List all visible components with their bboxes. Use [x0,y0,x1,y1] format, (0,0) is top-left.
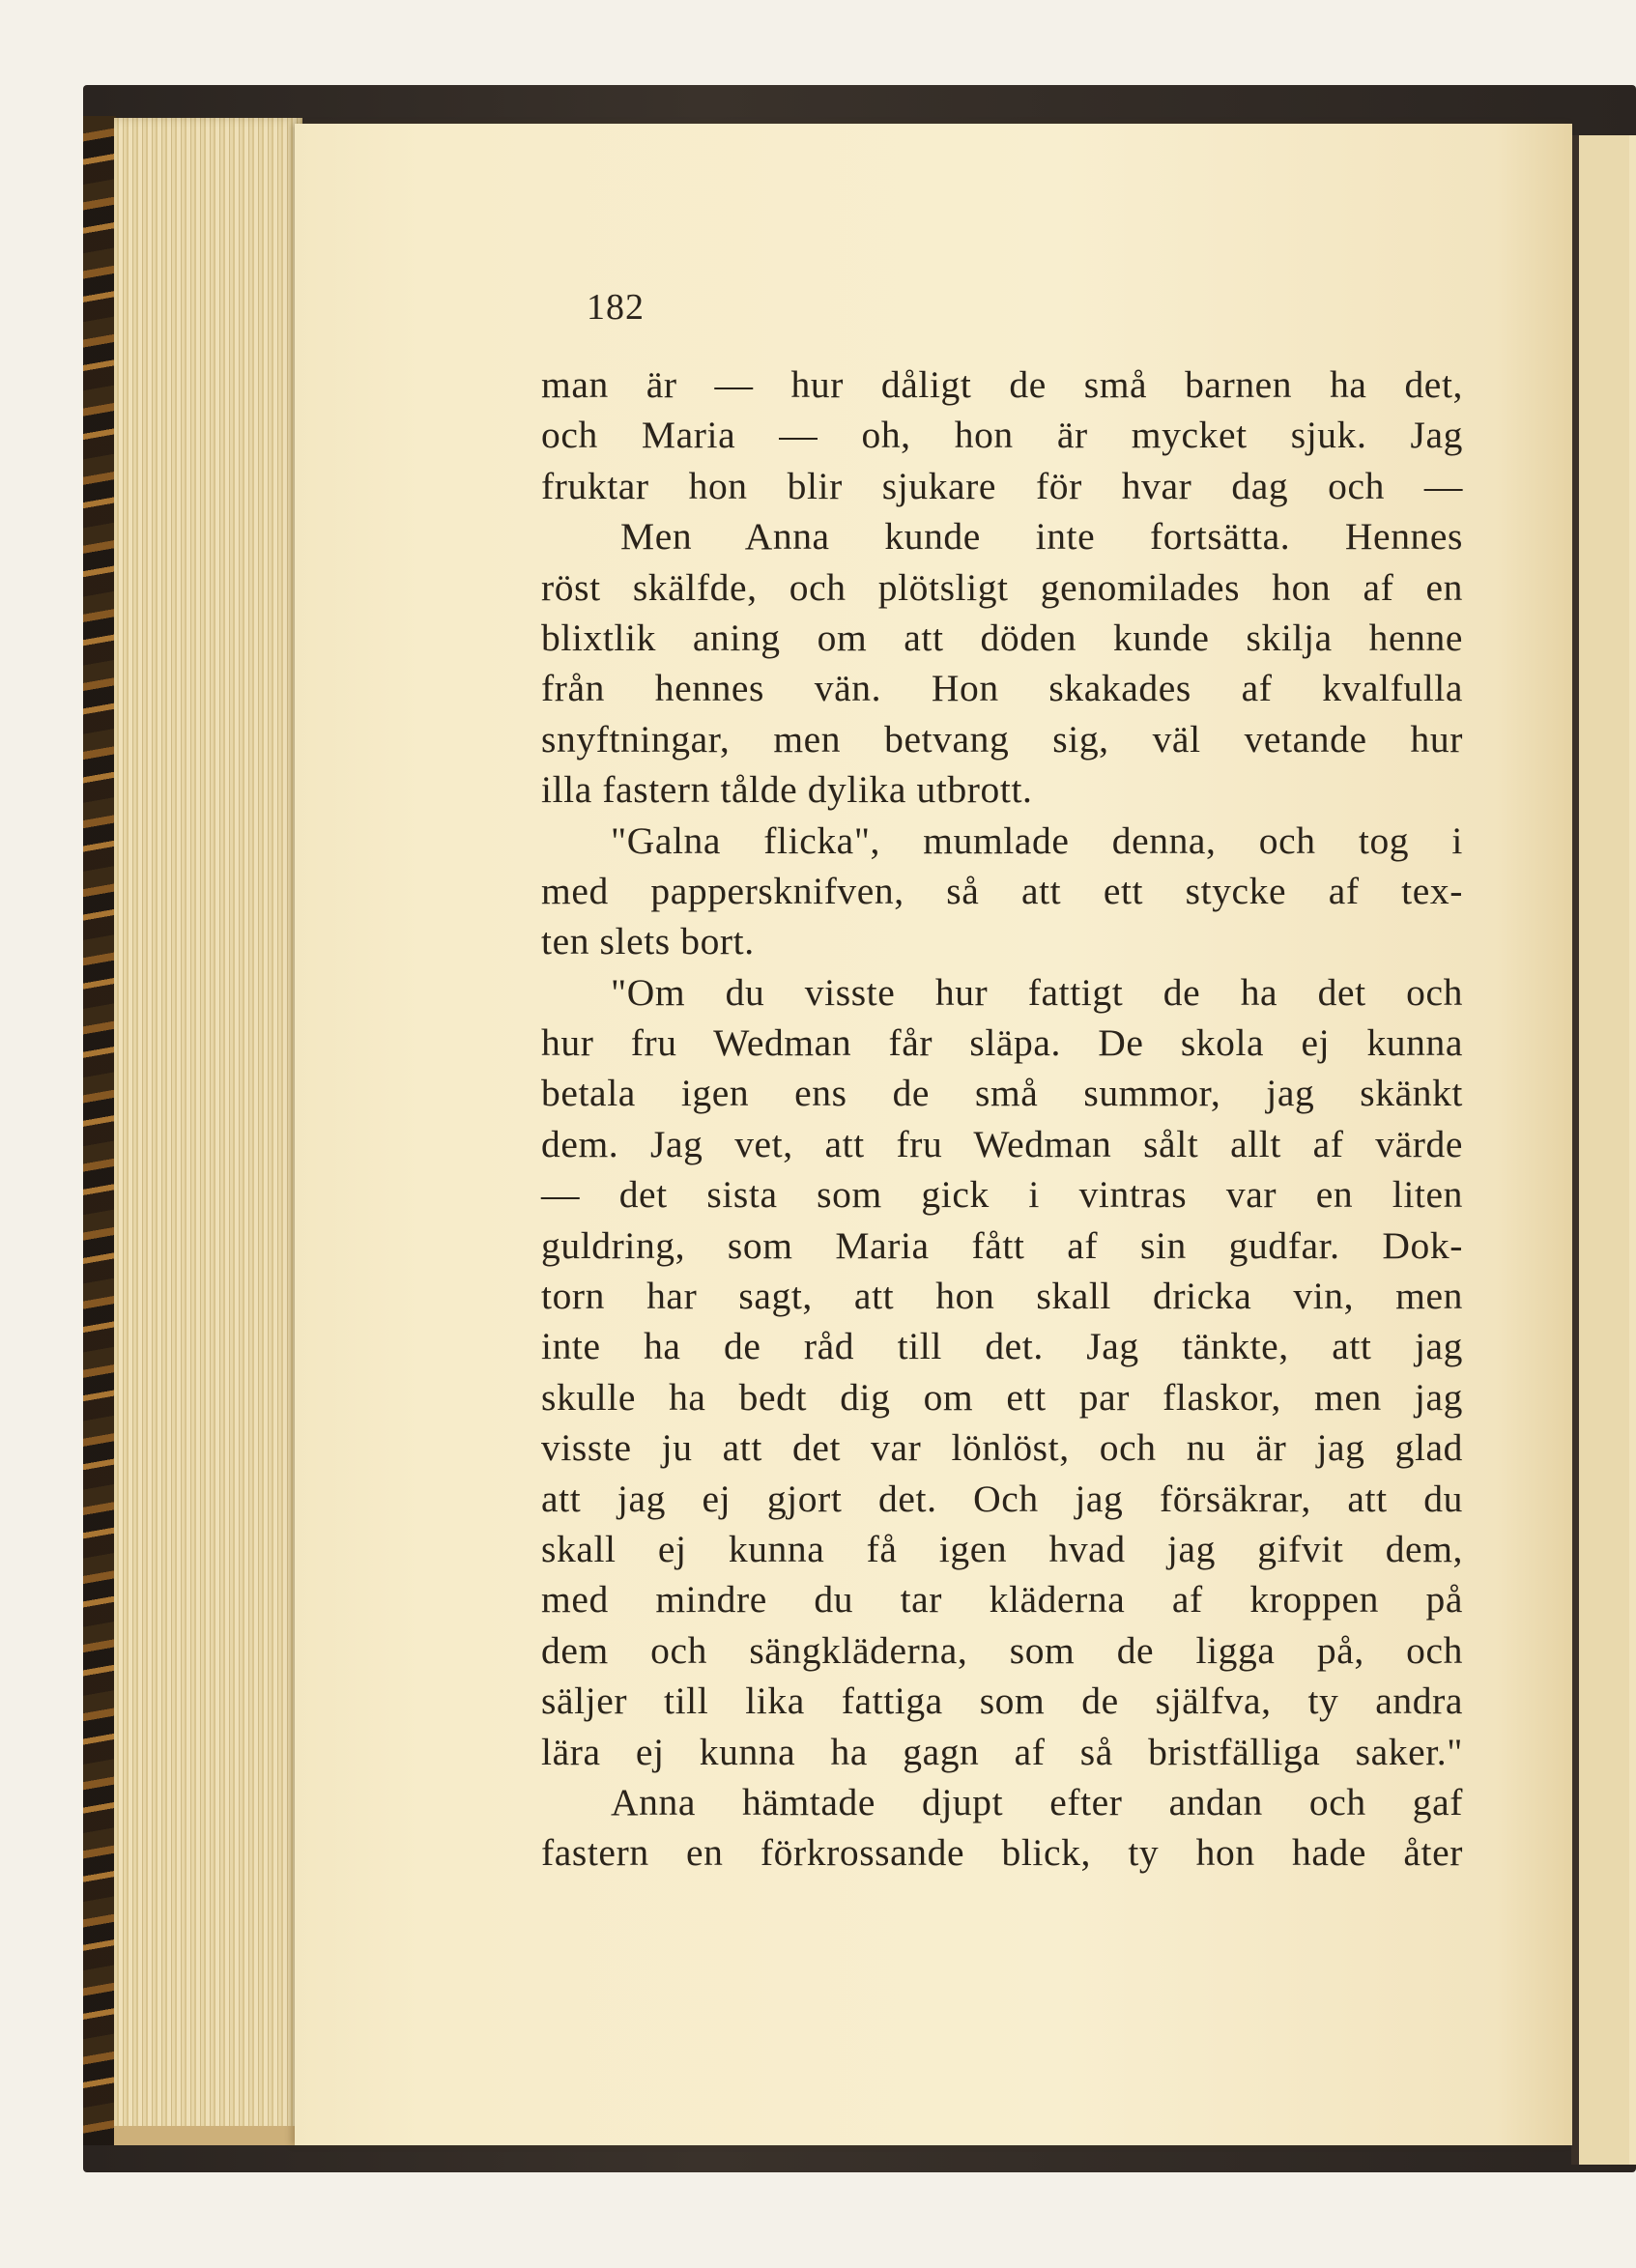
text-line: skulle ha bedt dig om ett par flaskor, men jag [541,1375,1463,1419]
text-line: man är — hur dåligt de små barnen ha det, [541,363,1463,406]
text-line: säljer till lika fattiga som de själfva, ty andra [541,1679,1463,1723]
text-line: dem och sängkläderna, som de ligga på, och [541,1628,1463,1672]
text-line: "Galna flicka", mumlade denna, och tog i [611,818,1463,862]
text-line: med pappersknifven, så att ett stycke af tex- [541,869,1463,912]
text-line: snyftningar, men betvang sig, väl vetande hur [541,717,1463,761]
text-line: ten slets bort. [541,920,755,963]
marbled-edge [83,116,116,2145]
text-line: blixtlik aning om att döden kunde skilja henne [541,616,1463,659]
text-line: Anna hämtade djupt efter andan och gaf [611,1780,1463,1823]
text-line: lära ej kunna ha gagn af så bristfälliga saker." [541,1730,1463,1773]
text-line: Men Anna kunde inte fortsätta. Hennes [620,515,1463,559]
text-line: hur fru Wedman får släpa. De skola ej kunna [541,1021,1463,1065]
text-line: dem. Jag vet, att fru Wedman sålt allt af värde [541,1122,1463,1165]
text-line: torn har sagt, att hon skall dricka vin, men [541,1275,1463,1318]
text-line: skall ej kunna få igen hvad jag gifvit dem, [541,1527,1463,1570]
text-line: betala igen ens de små summor, jag skänkt [541,1072,1463,1115]
page-number: 182 [587,287,645,328]
page-text [541,359,1463,1879]
text-line: fruktar hon blir sjukare för hvar dag och — [541,464,1463,507]
text-line: "Om du visste hur fattigt de ha det och [611,970,1463,1014]
text-line: från hennes vän. Hon skakades af kvalfulla [541,667,1463,710]
page-edges-bottom [114,2126,302,2145]
text-line: illa fastern tålde dylika utbrott. [541,768,1033,812]
text-line: med mindre du tar kläderna af kroppen på [541,1578,1463,1622]
text-line: guldring, som Maria fått af sin gudfar. Dok- [541,1223,1463,1267]
text-line: att jag ej gjort det. Och jag försäkrar, att du [541,1477,1463,1520]
text-line: fastern en förkrossande blick, ty hon hade åter [541,1831,1463,1875]
text-line: visste ju att det var lönlöst, och nu är jag glad [541,1426,1463,1470]
page-edges [114,118,302,2142]
facing-page-edge [1571,135,1636,2165]
text-line: inte ha de råd till det. Jag tänkte, att jag [541,1325,1463,1368]
text-line: röst skälfde, och plötsligt genomilades hon af en [541,565,1463,609]
text-line: och Maria — oh, hon är mycket sjuk. Jag [541,414,1463,457]
text-line: — det sista som gick i vintras var en liten [541,1173,1463,1217]
